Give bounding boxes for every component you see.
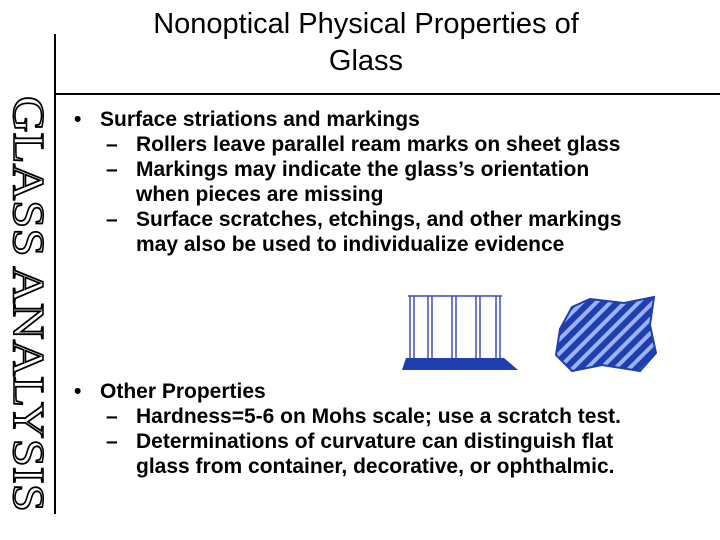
sub-bullet bbox=[72, 157, 622, 207]
side-title bbox=[0, 96, 62, 514]
sub-bullet-line: Hardness=5-6 on Mohs scale; use a scratch test. bbox=[136, 405, 621, 428]
bullet-item bbox=[72, 107, 622, 132]
bullet-symbol: • bbox=[74, 108, 82, 131]
sub-bullet-line: Markings may indicate the glass’s orientation bbox=[136, 158, 590, 181]
side-title-text: GLASS ANALYSIS bbox=[4, 96, 53, 458]
window-frame-posts bbox=[408, 296, 502, 358]
sub-bullet-line: when pieces are missing bbox=[136, 183, 384, 206]
sub-bullet-line: Rollers leave parallel ream marks on sheet glass bbox=[136, 133, 621, 156]
glass-shard-shape bbox=[556, 297, 656, 371]
sub-bullet bbox=[72, 404, 621, 429]
sub-bullet-dash: – bbox=[106, 430, 118, 453]
sub-bullet-line: Surface scratches, etchings, and other markings bbox=[136, 208, 622, 231]
sub-bullet-line: glass from container, decorative, or ophthalmic. bbox=[136, 455, 615, 478]
bullet-text: Other Properties bbox=[100, 380, 266, 403]
bullet-item bbox=[72, 379, 621, 404]
window-frame-base bbox=[402, 358, 518, 370]
sub-bullet bbox=[72, 132, 622, 157]
glass-shard-illustration bbox=[550, 295, 660, 373]
sub-bullet bbox=[72, 429, 621, 479]
bullet-group-1 bbox=[72, 107, 622, 257]
bullet-text: Surface striations and markings bbox=[100, 108, 420, 131]
bullet-group-2 bbox=[72, 379, 621, 479]
sub-bullet-dash: – bbox=[106, 158, 118, 181]
horizontal-divider bbox=[54, 93, 720, 95]
title-line-1: Nonoptical Physical Properties of bbox=[153, 8, 579, 40]
sub-bullet-line: may also be used to individualize evidence bbox=[136, 233, 565, 256]
sub-bullet-line: Determinations of curvature can distinguish flat bbox=[136, 430, 614, 453]
sub-bullet bbox=[72, 207, 622, 257]
sub-bullet-dash: – bbox=[106, 405, 118, 428]
vertical-divider bbox=[54, 34, 56, 514]
window-frame-illustration bbox=[400, 292, 522, 372]
bullet-symbol: • bbox=[74, 380, 82, 403]
slide-title bbox=[60, 6, 672, 80]
sub-bullet-dash: – bbox=[106, 208, 118, 231]
title-line-2: Glass bbox=[328, 45, 404, 77]
sub-bullet-dash: – bbox=[106, 133, 118, 156]
